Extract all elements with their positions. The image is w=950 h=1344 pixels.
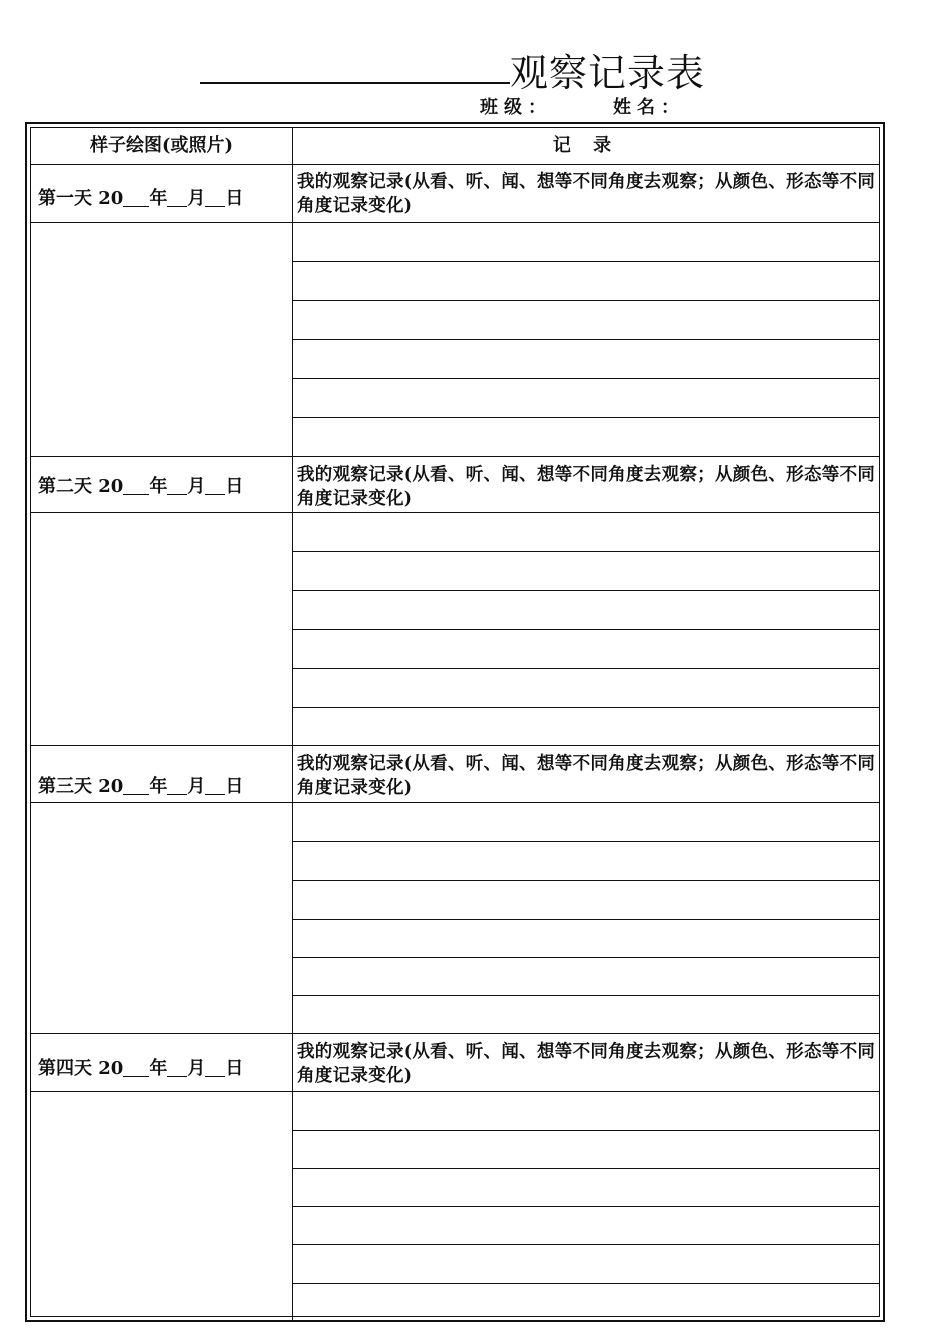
title-blank-line[interactable] (200, 82, 510, 84)
day-section-1 (31, 164, 879, 457)
table-header-row (31, 128, 879, 165)
table-inner-frame (30, 127, 880, 1317)
observation-prompt: 我的观察记录(从看、听、闻、想等不同角度去观察；从颜色、形态等不同角度记录变化) (297, 172, 876, 216)
day-section-3 (31, 746, 879, 1034)
day-date-label[interactable]: 第二天 20 年 月 日 (38, 476, 244, 497)
observation-table (25, 122, 885, 1322)
observation-prompt: 我的观察记录(从看、听、闻、想等不同角度去观察；从颜色、形态等不同角度记录变化) (297, 1042, 876, 1086)
day-date-label[interactable]: 第四天 20 年 月 日 (38, 1058, 244, 1079)
day-date-label[interactable]: 第一天 20 年 月 日 (38, 188, 244, 209)
header-drawing-column: 样子绘图(或照片) (31, 128, 293, 164)
class-label: 班级： (480, 97, 552, 118)
name-label: 姓名： (613, 97, 685, 118)
header-record-column: 记 录 (552, 135, 620, 156)
day-section-2 (31, 457, 879, 746)
day-name: 第二天 (38, 476, 92, 497)
observation-prompt: 我的观察记录(从看、听、闻、想等不同角度去观察；从颜色、形态等不同角度记录变化) (297, 754, 876, 798)
day-name: 第三天 (38, 776, 92, 797)
observation-prompt: 我的观察记录(从看、听、闻、想等不同角度去观察；从颜色、形态等不同角度记录变化) (297, 465, 876, 509)
day-section-4 (31, 1034, 879, 1322)
day-date-label[interactable]: 第三天 20 年 月 日 (38, 776, 244, 797)
day-name: 第四天 (38, 1058, 92, 1079)
day-name: 第一天 (38, 188, 92, 209)
page-title: 观察记录表 (510, 51, 706, 95)
